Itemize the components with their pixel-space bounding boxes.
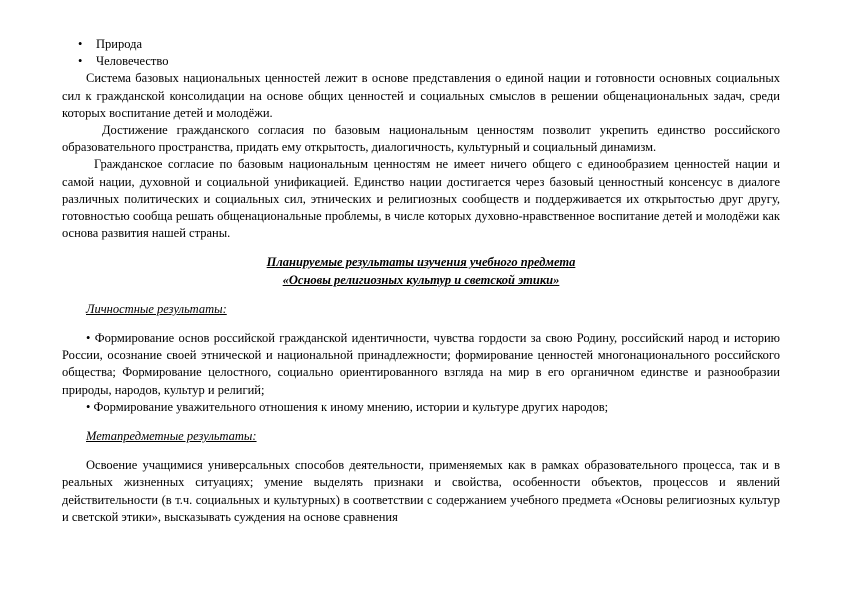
bullet-icon: • xyxy=(78,37,83,51)
paragraph-values-system: Система базовых национальных ценностей лежит в основе представления о единой нации и готовности основных социальных сил к гражданской консолидации на основе общих ценностей и социальных смыслов в решении общенациональных задач, среди которых воспитание детей и молодёжи. xyxy=(62,71,780,120)
bullet-icon: • xyxy=(78,54,83,69)
personal-result-text-1: Формирование основ российской гражданской идентичности, чувства гордости за свою Родину, российский народ и историю России, осознание своей этнической и национальной принадлежности; формирование ценностей многонационального российского общества; Формирование целостного, социально ориентированного взгляда на мир в его органичном единстве и разнообразии природы, народов, культур и религий; xyxy=(62,331,781,397)
paragraph-civil-agreement: Достижение гражданского согласия по базовым национальным ценностям позволит укрепить единство российского образовательного пространства, придать ему открытость, диалогичность, культурный и социальный динамизм. xyxy=(62,123,780,155)
document-body xyxy=(62,36,780,526)
list-item-text: Человечество xyxy=(96,54,169,69)
bullet-icon: • xyxy=(86,399,91,414)
section-title-line1: Планируемые результаты изучения учебного предмета xyxy=(266,255,576,270)
metasubject-results-heading: Метапредметные результаты: xyxy=(86,429,257,444)
section-title-line2: «Основы религиозных культур и светской этики» xyxy=(282,272,560,287)
personal-result-text-2: Формирование уважительного отношения к иному мнению, истории и культуре других народов; xyxy=(93,399,609,414)
personal-result-item-2 xyxy=(62,399,780,416)
bullet-icon: • xyxy=(86,331,91,346)
list-item xyxy=(62,36,780,53)
paragraph-metasubject: Освоение учащимися универсальных способов деятельности, применяемых как в рамках образовательного процесса, так и в реальных жизненных ситуациях; умение выделять признаки и свойства, особенности объектов, процессов и явлений действительности (в т.ч. социальных и культурных) в соответствии с содержанием учебного предмета «Основы религиозных культур и светской этики», высказывать суждения на основе сравнения xyxy=(62,458,780,524)
paragraph-civil-consensus: Гражданское согласие по базовым национальным ценностям не имеет ничего общего с единообразием ценностей нации и самой нации, духовной и социальной унификацией. Единство нации достигается через базовый ценностный консенсус в диалоге различных политических и социальных сил, этнических и религиозных сообществ и поддерживается их открытостью друг другу, готовностью сообща решать общенациональные проблемы, в числе которых духовно-нравственное воспитание детей и молодёжи как основа развития нашей страны. xyxy=(62,157,780,241)
list-item-text: Природа xyxy=(96,37,143,51)
personal-result-item-1 xyxy=(62,330,780,399)
list-item xyxy=(62,53,780,70)
personal-results-heading: Личностные результаты: xyxy=(86,301,227,316)
